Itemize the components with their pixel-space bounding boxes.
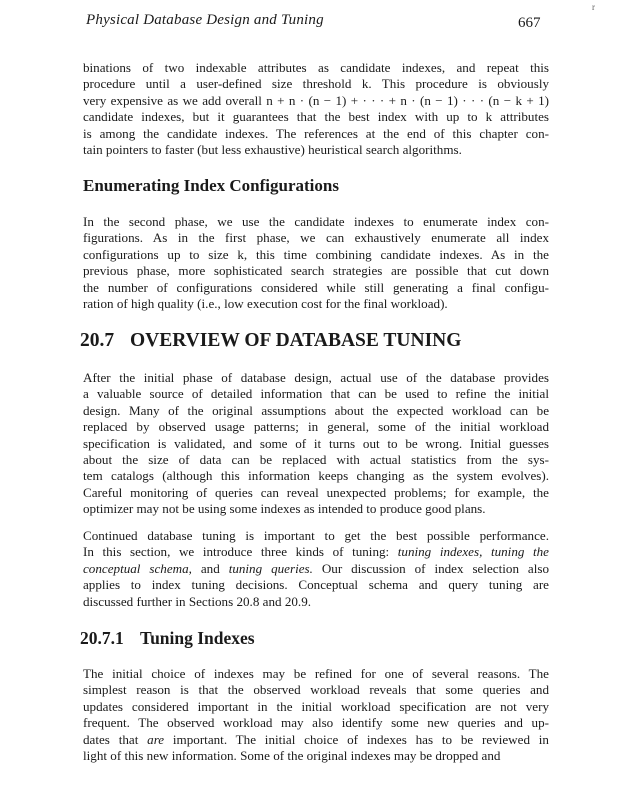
text-line: Continued database tuning is important to get the best possible performance. <box>83 528 549 543</box>
paragraph-continued-tuning <box>83 528 549 610</box>
text-line: is among the candidate indexes. The references at the end of this chapter con- <box>83 125 549 141</box>
emphasis-text: tuning indexes, tuning the <box>397 544 549 560</box>
text-run: dates that <box>83 731 148 747</box>
text-line: replaced by observed usage patterns; in general, some of the initial workload <box>83 419 549 435</box>
text-run: important. The initial choice of indexes has to be reviewed in <box>164 731 549 747</box>
subsection-title: Tuning Indexes <box>140 628 255 648</box>
text-line <box>83 732 549 748</box>
margin-mark: r <box>592 2 595 12</box>
text-line: procedure until a user-defined size threshold k. This procedure is obviously <box>83 76 549 92</box>
text-line: discussed further in Sections 20.8 and 20.9. <box>83 593 312 609</box>
paragraph-enumerate-configurations <box>83 214 549 312</box>
paragraph-tuning-indexes <box>83 666 549 764</box>
text-line: After the initial phase of database design, actual use of the database provides <box>83 370 549 385</box>
text-run: Our discussion of index selection also <box>312 560 550 576</box>
text-line <box>83 544 549 560</box>
text-line: The initial choice of indexes may be refined for one of several reasons. The <box>83 666 549 681</box>
text-line: frequent. The observed workload may also identify some new queries and up- <box>83 715 549 731</box>
text-run: and <box>191 560 229 576</box>
page-number: 667 <box>518 15 541 31</box>
text-line: about the size of data can be replaced with actual statistics from the sys- <box>83 452 549 468</box>
section-number: 20.7 <box>80 330 115 351</box>
text-line: light of this new information. Some of the original indexes may be dropped and <box>83 748 501 764</box>
text-line: tain pointers to faster (but less exhaustive) heuristical search algorithms. <box>83 142 462 158</box>
text-line: updates considered important in the initial workload specification are not very <box>83 698 549 714</box>
subsection-heading <box>80 628 255 649</box>
text-line: simplest reason is that the observed workload reveals that some queries and <box>83 682 549 698</box>
text-line <box>83 561 549 577</box>
heading-enumerating-index-configurations: Enumerating Index Configurations <box>83 176 339 195</box>
running-header-title: Physical Database Design and Tuning <box>86 12 324 28</box>
text-line: specification is validated, and some of it turns out to be wrong. Initial guesses <box>83 435 549 451</box>
text-line: the number of configurations considered while still generating a final configu- <box>83 279 549 295</box>
text-line: ration of high quality (i.e., low execution cost for the final workload). <box>83 296 448 312</box>
subsection-number: 20.7.1 <box>80 628 124 648</box>
text-line: tem catalogs (although this information keeps changing as the system evolves). <box>83 468 549 484</box>
text-line: Careful monitoring of queries can reveal unexpected problems; for example, the <box>83 484 549 500</box>
text-line: In the second phase, we use the candidate indexes to enumerate index con- <box>83 214 549 229</box>
paragraph-candidate-indexes <box>83 60 549 158</box>
paragraph-overview-tuning <box>83 370 549 518</box>
emphasis-text: tuning queries. <box>228 560 313 576</box>
text-line: very expensive as we add overall n + n · (n − 1) + · · · + n · (n − 1) · · · (n − k + 1) <box>83 92 549 108</box>
emphasis-text: conceptual schema, <box>83 560 192 576</box>
text-line: optimizer may not be using some indexes as intended to produce good plans. <box>83 501 486 517</box>
section-heading <box>80 330 461 352</box>
text-line: previous phase, more sophisticated search strategies are possible that cut down <box>83 263 549 279</box>
text-line: applies to index tuning decisions. Conceptual schema and query tuning are <box>83 577 549 593</box>
text-line: candidate indexes, but it guarantees that the best index with up to k attributes <box>83 109 549 125</box>
text-line: design. Many of the original assumptions about the expected workload can be <box>83 402 549 418</box>
text-run: In this section, we introduce three kinds of tuning: <box>83 544 398 560</box>
emphasis-text: are <box>147 731 165 747</box>
text-line: configurations up to size k, this time combining candidate indexes. As in the <box>83 246 549 262</box>
text-line: binations of two indexable attributes as candidate indexes, and repeat this <box>83 60 549 75</box>
section-title: OVERVIEW OF DATABASE TUNING <box>130 330 462 351</box>
text-line: figurations. As in the first phase, we can exhaustively enumerate all index <box>83 230 549 246</box>
text-line: a valuable source of detailed information that can be used to refine the initial <box>83 386 549 402</box>
